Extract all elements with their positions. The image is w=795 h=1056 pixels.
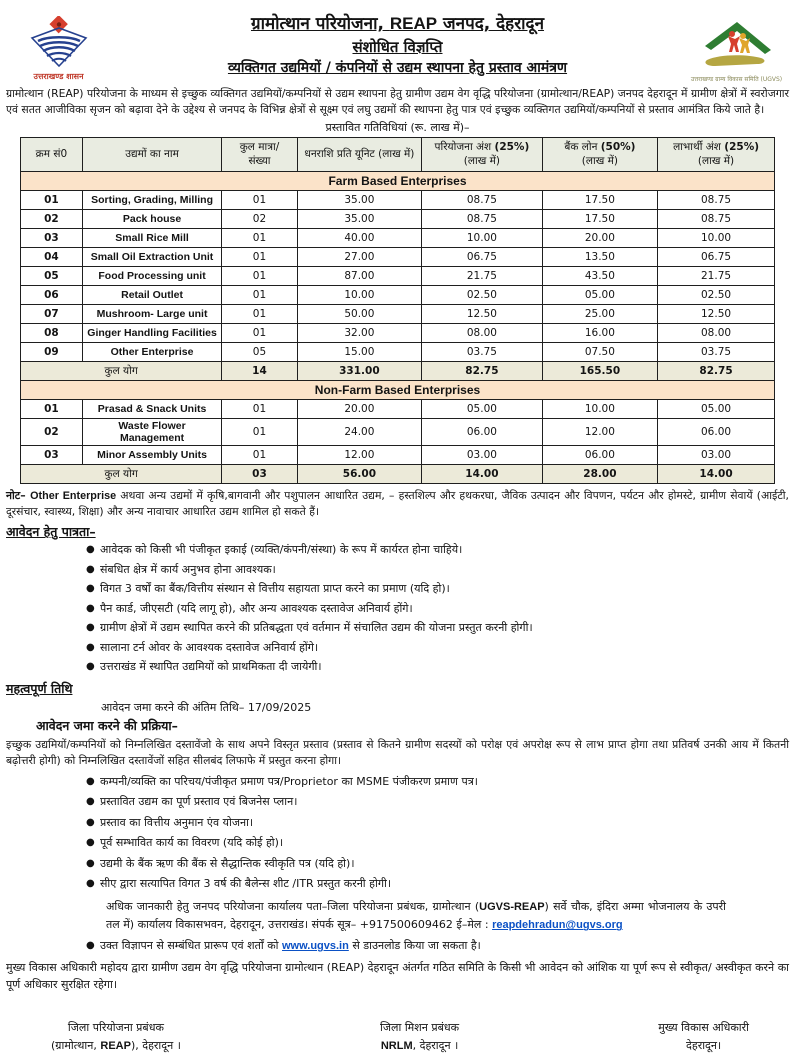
column-header: धनराशि प्रति यूनिट (लाख में) [297, 138, 421, 171]
table-row [21, 266, 775, 285]
signature-block [51, 1019, 181, 1055]
table-row [21, 285, 775, 304]
enterprise-name-cell: Mushroom- Large unit [82, 304, 221, 323]
eligibility-item-text: पैन कार्ड, जीएसटी (यदि लागू हो), और अन्य आवश्यक दस्तावेज अनिवार्य होंगे। [100, 601, 413, 615]
eligibility-item-text: विगत 3 वर्षों का बैंक/वित्तीय संस्थान से वित्तीय सहायता प्राप्त करने का प्रमाण (यदि हो)। [100, 582, 450, 595]
eligibility-item [6, 621, 789, 635]
ugvs-logo [684, 10, 789, 83]
bullet-icon: ● [86, 837, 95, 849]
bullet-icon: ● [86, 857, 95, 869]
process-item-text: सीए द्वारा सत्यापित विगत 3 वर्ष की बैलेन्स शीट /ITR प्रस्तुत करनी होगी। [100, 877, 392, 891]
bullet-icon: ● [86, 602, 95, 614]
enterprise-name-cell: Prasad & Snack Units [82, 399, 221, 418]
process-intro: इच्छुक उद्यमियों/कम्पनियों को निम्नलिखित दस्तावेंजो के साथ अपने विस्तृत प्रस्ताव (प्रस्ताव से कितने ग्रामीण सदस्यों को परोक्ष एवं अपरोक्ष रूप से लाभ प्राप्त होगा तथा प्रतिवर्ष उनकी आय में कितनी बढ़ोत्तरी होगी) को निम्नलिखित दस्तावेंजों सहित सीलबंद लिफाफे में प्रस्तुत करना होगा। [6, 737, 789, 767]
total-value-cell: 56.00 [297, 464, 421, 483]
process-item [6, 836, 789, 850]
page-title: ग्रामोत्थान परियोजना, REAP जनपद, देहरादून [250, 14, 545, 34]
value-cell: 08.75 [422, 190, 543, 209]
closing-paragraph: मुख्य विकास अधिकारी महोदय द्वारा ग्रामीण उद्यम वेग वृद्धि परियोजना ग्रामोत्थान (REAP) देहरादून अंतर्गत गठित समिति के किसी भी आवेदन को आंशिक या पूर्ण रूप से स्वीकृत/ अस्वीकृत करने का पूर्ण अधिकार सुरक्षित रहेगा। [6, 961, 789, 991]
eligibility-item [6, 602, 789, 616]
bullet-icon: ● [86, 796, 95, 808]
enterprise-name-cell: Small Rice Mill [82, 228, 221, 247]
section-row [21, 171, 775, 190]
bullet-icon: ● [86, 583, 95, 594]
process-heading: आवेदन जमा करने की प्रक्रिया– [36, 717, 178, 733]
process-item-text: प्रस्तावित उद्यम का पूर्ण प्रस्ताव एवं बिजनेस प्लान। [100, 795, 298, 809]
value-cell: 12.50 [422, 304, 543, 323]
value-cell: 03.00 [422, 445, 543, 464]
eligibility-item-text: ग्रामीण क्षेत्रों में उद्यम स्थापित करने की प्रतिबद्धता एवं वर्तमान में संचालित उद्यम की योजना प्रस्तुत करनी होगी। [100, 621, 533, 634]
value-cell: 01 [222, 304, 297, 323]
process-item-text: प्रस्ताव का वित्तीय अनुमान एंव योजना। [100, 815, 254, 829]
serial-cell: 04 [21, 247, 83, 266]
eligibility-item-text: आवेदक को किसी भी पंजीकृत इकाई (व्यक्ति/कंपनी/संस्था) के रूप में कार्यरत होना चाहिये। [100, 543, 463, 556]
value-cell: 08.75 [658, 209, 775, 228]
value-cell: 01 [222, 399, 297, 418]
value-cell: 87.00 [297, 266, 421, 285]
value-cell: 08.75 [422, 209, 543, 228]
page-subtitle: संशोधित विज्ञप्ति [352, 37, 443, 56]
contact-paragraph: अधिक जानकारी हेतु जनपद परियोजना कार्यालय पता–जिला परियोजना प्रबंधक, ग्रामोत्थान (UGVS-REAP) सर्वे चौक, इंदिरा अम्मा भोजनालय के उपरी तल में) कार्यालय विकासभवन, देहरादून, उत्तराखंड। संपर्क सूत्र– +917500609462 ई–मेल : reapdehradun@ugvs.org [106, 899, 727, 932]
eligibility-item-text: सालाना टर्न ओवर के आवश्यक दस्तावेज अनिवार्य होंगे। [100, 640, 319, 654]
eligibility-list [6, 543, 789, 674]
value-cell: 01 [222, 445, 297, 464]
signature-row [51, 1019, 749, 1055]
bullet-icon: ● [86, 563, 95, 575]
value-cell: 01 [222, 247, 297, 266]
serial-cell: 09 [21, 342, 83, 361]
value-cell: 25.00 [542, 304, 657, 323]
value-cell: 06.00 [658, 418, 775, 445]
process-item [6, 857, 789, 871]
value-cell: 17.50 [542, 209, 657, 228]
total-value-cell: 82.75 [422, 361, 543, 380]
table-body [21, 171, 775, 483]
serial-cell: 08 [21, 323, 83, 342]
bullet-icon: ● [86, 816, 95, 828]
process-list [6, 775, 789, 892]
process-item-text: पूर्व सम्भावित कार्य का विवरण (यदि कोई हो)। [100, 836, 284, 850]
bullet-icon: ● [86, 544, 95, 555]
process-item [6, 877, 789, 891]
signature-subtitle: देहरादून। [686, 1038, 722, 1052]
activities-table-head [21, 138, 775, 171]
serial-cell: 06 [21, 285, 83, 304]
value-cell: 03.75 [422, 342, 543, 361]
signature-block [658, 1019, 749, 1055]
value-cell: 10.00 [658, 228, 775, 247]
enterprise-name-cell: Small Oil Extraction Unit [82, 247, 221, 266]
value-cell: 03.75 [658, 342, 775, 361]
value-cell: 27.00 [297, 247, 421, 266]
email-link[interactable]: reapdehradun@ugvs.org [492, 919, 623, 932]
serial-cell: 03 [21, 228, 83, 247]
value-cell: 02 [222, 209, 297, 228]
serial-cell: 07 [21, 304, 83, 323]
value-cell: 20.00 [297, 399, 421, 418]
signature-title: जिला मिशन प्रबंधक [380, 1021, 460, 1035]
value-cell: 01 [222, 418, 297, 445]
value-cell: 01 [222, 285, 297, 304]
enterprise-name-cell: Sorting, Grading, Milling [82, 190, 221, 209]
title-block [111, 10, 684, 79]
total-label: कुल योग [21, 464, 222, 483]
enterprise-name-cell: Retail Outlet [82, 285, 221, 304]
table-row [21, 304, 775, 323]
total-value-cell: 82.75 [658, 361, 775, 380]
value-cell: 06.75 [422, 247, 543, 266]
process-item-text: उद्यमी के बैंक ऋण की बैंक से सैद्धान्तिक स्वीकृति पत्र (यदि हो)। [100, 856, 355, 870]
total-value-cell: 14.00 [658, 464, 775, 483]
signature-title: जिला परियोजना प्रबंधक [67, 1021, 164, 1035]
enterprise-name-cell: Minor Assembly Units [82, 445, 221, 464]
serial-cell: 02 [21, 209, 83, 228]
note-paragraph: नोट– Other Enterprise अथवा अन्य उद्यमों में कृषि,बागवानी और पशुपालन आधारित उद्यम, – हस्तशिल्प और हथकरघा, जैविक उत्पादन और विपणन, पर्यटन और होमस्टे, ग्रामीण सेवायें (आईटी, दूरसंचार, स्वास्थ्य, शिक्षा) और अन्य नावाचार आधारित उद्यम शामिल हो सकते हैं। [6, 488, 789, 518]
eligibility-item [6, 641, 789, 655]
value-cell: 32.00 [297, 323, 421, 342]
right-logo-caption: उत्तराखण्ड ग्राम्य विकास समिति (UGVS) [690, 76, 783, 83]
value-cell: 10.00 [422, 228, 543, 247]
value-cell: 05 [222, 342, 297, 361]
eligibility-item [6, 582, 789, 596]
serial-cell: 01 [21, 190, 83, 209]
table-row [21, 323, 775, 342]
serial-cell: 05 [21, 266, 83, 285]
bullet-icon: ● [86, 622, 95, 633]
value-cell: 35.00 [297, 190, 421, 209]
total-value-cell: 165.50 [542, 361, 657, 380]
ugvs-house-hand-icon [695, 16, 779, 74]
signature-subtitle: (ग्रामोत्थान, REAP), देहरादून । [51, 1038, 181, 1052]
document-header [6, 10, 789, 83]
eligibility-item [6, 660, 789, 674]
bullet-icon: ● [86, 940, 95, 952]
section-title: Non-Farm Based Enterprises [21, 380, 775, 399]
serial-cell: 03 [21, 445, 83, 464]
column-header: कुल मात्रा/ संख्या [222, 138, 297, 171]
activities-table [20, 137, 775, 483]
eligibility-item-text: संबधित क्षेत्र में कार्य अनुभव होना आवश्यक। [100, 562, 276, 576]
value-cell: 01 [222, 323, 297, 342]
value-cell: 08.00 [658, 323, 775, 342]
serial-cell: 01 [21, 399, 83, 418]
value-cell: 12.00 [297, 445, 421, 464]
value-cell: 10.00 [542, 399, 657, 418]
table-row [21, 418, 775, 445]
enterprise-name-cell: Ginger Handling Facilities [82, 323, 221, 342]
value-cell: 07.50 [542, 342, 657, 361]
process-item-text: कम्पनी/व्यक्ति का परिचय/पंजीकृत प्रमाण पत्र/Proprietor का MSME पंजीकरण प्रमाण पत्र। [100, 774, 478, 788]
table-row [21, 342, 775, 361]
signature-subtitle: NRLM, देहरादून । [380, 1038, 459, 1052]
value-cell: 02.50 [658, 285, 775, 304]
value-cell: 06.00 [422, 418, 543, 445]
eligibility-heading: आवेदन हेतु पात्रता– [6, 524, 96, 539]
table-header-row [21, 138, 775, 171]
bullet-icon: ● [86, 775, 95, 787]
bullet-icon: ● [86, 641, 95, 653]
value-cell: 21.75 [422, 266, 543, 285]
table-row [21, 399, 775, 418]
column-header: लाभार्थी अंश (25%) (लाख में) [658, 138, 775, 171]
uttarakhand-emblem-icon [26, 16, 92, 70]
signature-block [380, 1019, 459, 1055]
value-cell: 20.00 [542, 228, 657, 247]
eligibility-item [6, 563, 789, 577]
uttarakhand-govt-emblem [6, 10, 111, 82]
value-cell: 35.00 [297, 209, 421, 228]
value-cell: 05.00 [658, 399, 775, 418]
table-row [21, 209, 775, 228]
section-row [21, 380, 775, 399]
value-cell: 01 [222, 266, 297, 285]
value-cell: 17.50 [542, 190, 657, 209]
website-link[interactable]: www.ugvs.in [282, 940, 349, 953]
important-date-heading: महत्वपूर्ण तिथि [6, 680, 73, 696]
total-row [21, 361, 775, 380]
intro-paragraph: ग्रामोत्थान (REAP) परियोजना के माध्यम से इच्छुक व्यक्तिगत उद्यमियों/कम्पनियों से उद्यम स्थापना हेतु ग्रामीण उद्यम वेग वृद्धि परियोजना (ग्रामोत्थान/REAP) जनपद देहरादून में ग्रामीण क्षेत्रों में स्वरोजगार एवं सतत आजीविका सृजन को बढ़ावा देने के उद्देश्य से जनपद के विभिन्न क्षेत्रों से सूक्ष्म एवं लघु उद्यमों की स्थापना हेतु पात्र एवं इच्छुक व्यक्तिगत उद्यमियों/कम्पनियों से प्रस्ताव आमंत्रित किये जाते है। [6, 87, 789, 117]
value-cell: 21.75 [658, 266, 775, 285]
section-title: Farm Based Enterprises [21, 171, 775, 190]
enterprise-name-cell: Food Processing unit [82, 266, 221, 285]
value-cell: 01 [222, 190, 297, 209]
table-row [21, 190, 775, 209]
value-cell: 08.75 [658, 190, 775, 209]
column-header: बैंक लोन (50%) (लाख में) [542, 138, 657, 171]
process-item [6, 795, 789, 809]
value-cell: 12.00 [542, 418, 657, 445]
eligibility-item [6, 543, 789, 557]
enterprise-name-cell: Pack house [82, 209, 221, 228]
page-tagline: व्यक्तिगत उद्यमियों / कंपनियों से उद्यम स्थापना हेतु प्रस्ताव आमंत्रण [227, 59, 568, 76]
value-cell: 24.00 [297, 418, 421, 445]
value-cell: 02.50 [422, 285, 543, 304]
value-cell: 43.50 [542, 266, 657, 285]
value-cell: 40.00 [297, 228, 421, 247]
bullet-icon: ● [86, 661, 95, 672]
total-value-cell: 14 [222, 361, 297, 380]
download-bullet [6, 939, 789, 954]
value-cell: 06.75 [658, 247, 775, 266]
total-value-cell: 03 [222, 464, 297, 483]
serial-cell: 02 [21, 418, 83, 445]
value-cell: 10.00 [297, 285, 421, 304]
total-value-cell: 28.00 [542, 464, 657, 483]
bullet-icon: ● [86, 878, 95, 890]
value-cell: 01 [222, 228, 297, 247]
value-cell: 08.00 [422, 323, 543, 342]
process-item [6, 775, 789, 789]
value-cell: 50.00 [297, 304, 421, 323]
process-item [6, 816, 789, 830]
table-row [21, 247, 775, 266]
value-cell: 06.00 [542, 445, 657, 464]
column-header: क्रम सं0 [21, 138, 83, 171]
download-text: उक्त विज्ञापन से सम्बंधित प्रारूप एवं शर्तों को www.ugvs.in से डाउनलोड किया जा सकता है। [100, 939, 481, 953]
value-cell: 03.00 [658, 445, 775, 464]
total-value-cell: 331.00 [297, 361, 421, 380]
eligibility-item-text: उत्तराखंड में स्थापित उद्यमियों को प्राथमिकता दी जायेगी। [100, 660, 322, 673]
enterprise-name-cell: Waste Flower Management [82, 418, 221, 445]
value-cell: 16.00 [542, 323, 657, 342]
total-row [21, 464, 775, 483]
enterprise-name-cell: Other Enterprise [82, 342, 221, 361]
value-cell: 05.00 [542, 285, 657, 304]
value-cell: 12.50 [658, 304, 775, 323]
value-cell: 05.00 [422, 399, 543, 418]
column-header: उद्यमों का नाम [82, 138, 221, 171]
total-label: कुल योग [21, 361, 222, 380]
table-caption: प्रस्तावित गतिविधियां (रू. लाख में)– [325, 121, 470, 135]
value-cell: 15.00 [297, 342, 421, 361]
value-cell: 13.50 [542, 247, 657, 266]
total-value-cell: 14.00 [422, 464, 543, 483]
deadline-line: आवेदन जमा करने की अंतिम तिथि– 17/09/2025 [101, 700, 312, 714]
column-header: परियोजना अंश (25%) (लाख में) [422, 138, 543, 171]
table-row [21, 228, 775, 247]
left-logo-caption: उत्तराखण्ड शासन [33, 72, 84, 81]
signature-title: मुख्य विकास अधिकारी [658, 1021, 749, 1035]
table-row [21, 445, 775, 464]
